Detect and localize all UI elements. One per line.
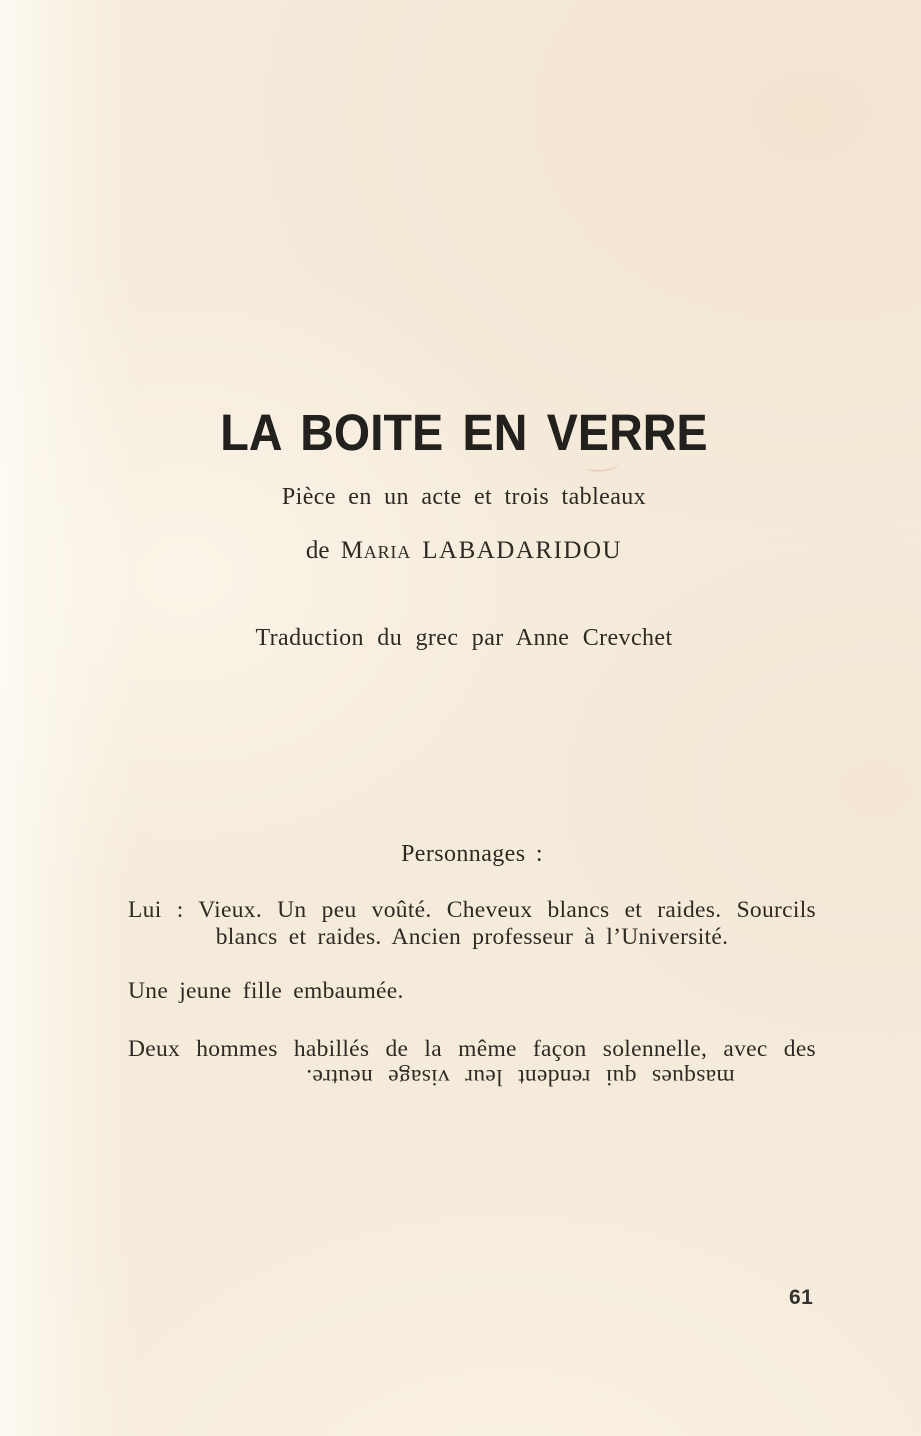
author-last-name: LABADARIDOU: [422, 537, 623, 564]
author-byline: [120, 536, 808, 566]
cast-list-heading: Personnages :: [401, 841, 543, 867]
page-number: 61: [789, 1286, 814, 1309]
character-lui-line2: blancs et raides. Ancien professeur à l’Université.: [215, 924, 729, 950]
character-jeune-fille: Une jeune fille embaumée.: [128, 978, 404, 1004]
character-deux-hommes-line1: Deux hommes habillés de la même façon solennelle, avec des: [128, 1036, 816, 1062]
byline-prefix: de: [305, 537, 330, 564]
translation-credit: Traduction du grec par Anne Crevchet: [255, 625, 673, 651]
play-title: LA BOITE EN VERRE: [220, 403, 708, 461]
play-subtitle: Pièce en un acte et trois tableaux: [281, 484, 647, 510]
upside-down-printed-line: masques qui rendent leur visage neutre.: [305, 1064, 735, 1090]
author-first-name: Maria: [340, 537, 411, 564]
character-deux-hommes-line2-container: [128, 1063, 816, 1090]
character-lui-line1: Lui : Vieux. Un peu voûté. Cheveux blancs et raides. Sourcils: [128, 897, 816, 923]
